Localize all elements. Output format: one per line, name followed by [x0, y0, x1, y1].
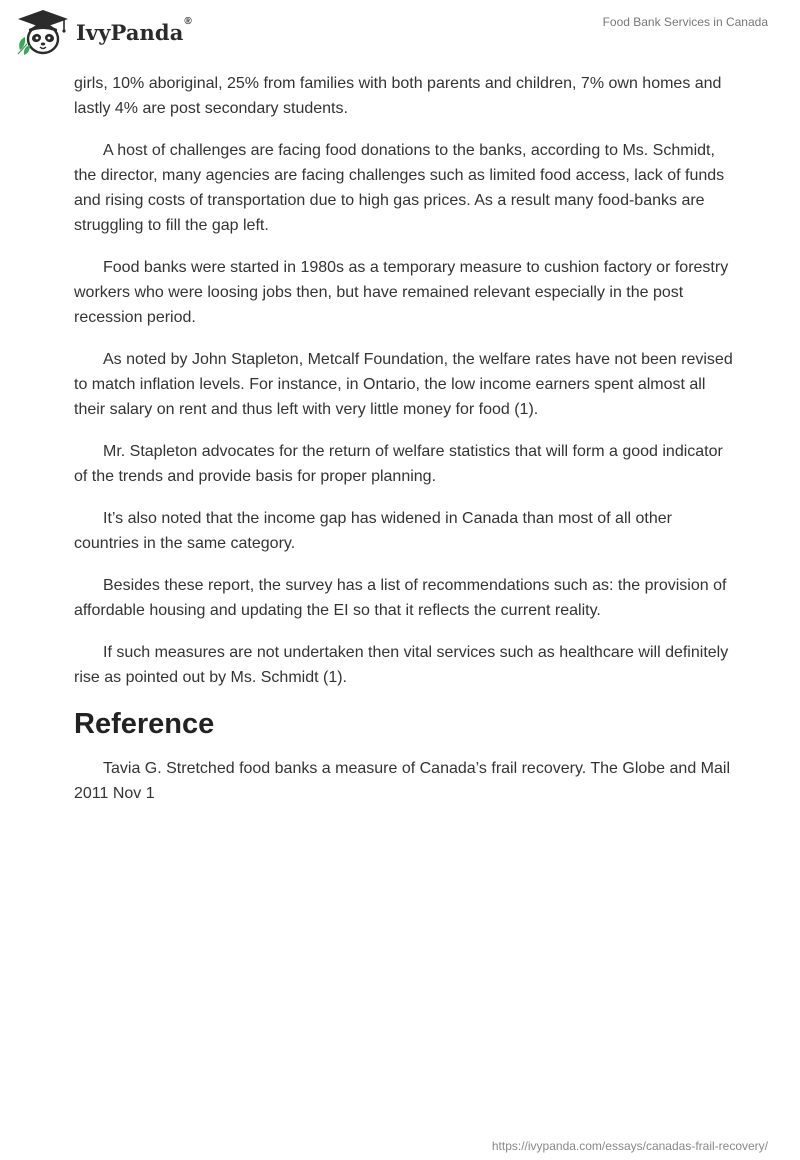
page-header	[0, 0, 800, 70]
panda-graduation-cap-icon	[14, 8, 72, 58]
paragraph: If such measures are not undertaken then vital services such as healthcare will definitely rise as pointed out by Ms. Schmidt (1).	[74, 644, 729, 686]
brand-name	[76, 15, 192, 45]
reference-heading: Reference	[74, 708, 215, 740]
reference-item: Tavia G. Stretched food banks a measure of Canada’s frail recovery. The Globe and Mail 2011 Nov 1	[74, 760, 730, 802]
paragraph: Food banks were started in 1980s as a temporary measure to cushion factory or forestry workers who were loosing jobs then, but have remained relevant especially in the post recession period.	[74, 259, 729, 326]
source-url[interactable]: https://ivypanda.com/essays/canadas-frail-recovery/	[491, 1139, 768, 1153]
ivypanda-logo[interactable]	[14, 8, 192, 58]
registered-mark: ®	[184, 15, 192, 27]
paragraph: It’s also noted that the income gap has widened in Canada than most of all other countries in the same category.	[74, 510, 672, 552]
paragraph: As noted by John Stapleton, Metcalf Foundation, the welfare rates have not been revised to match inflation levels. For instance, in Ontario, the low income earners spent almost all their salary on rent and thus left with very little money for food (1).	[74, 351, 733, 418]
brand-name-text: IvyPanda	[76, 19, 184, 45]
paragraph: girls, 10% aboriginal, 25% from families with both parents and children, 7% own homes and lastly 4% are post secondary students.	[74, 75, 722, 117]
paragraph: Mr. Stapleton advocates for the return of welfare statistics that will form a good indicator of the trends and provide basis for proper planning.	[74, 443, 723, 485]
essay-content	[74, 71, 734, 823]
paragraph: A host of challenges are facing food donations to the banks, according to Ms. Schmidt, the director, many agencies are facing challenges such as limited food access, lack of funds and rising costs of transportation due to high gas prices. As a result many food-banks are struggling to fill the gap left.	[74, 142, 725, 234]
paragraph: Besides these report, the survey has a list of recommendations such as: the provision of affordable housing and updating the EI so that it reflects the current reality.	[74, 577, 727, 619]
running-title: Food Bank Services in Canada	[602, 15, 768, 29]
